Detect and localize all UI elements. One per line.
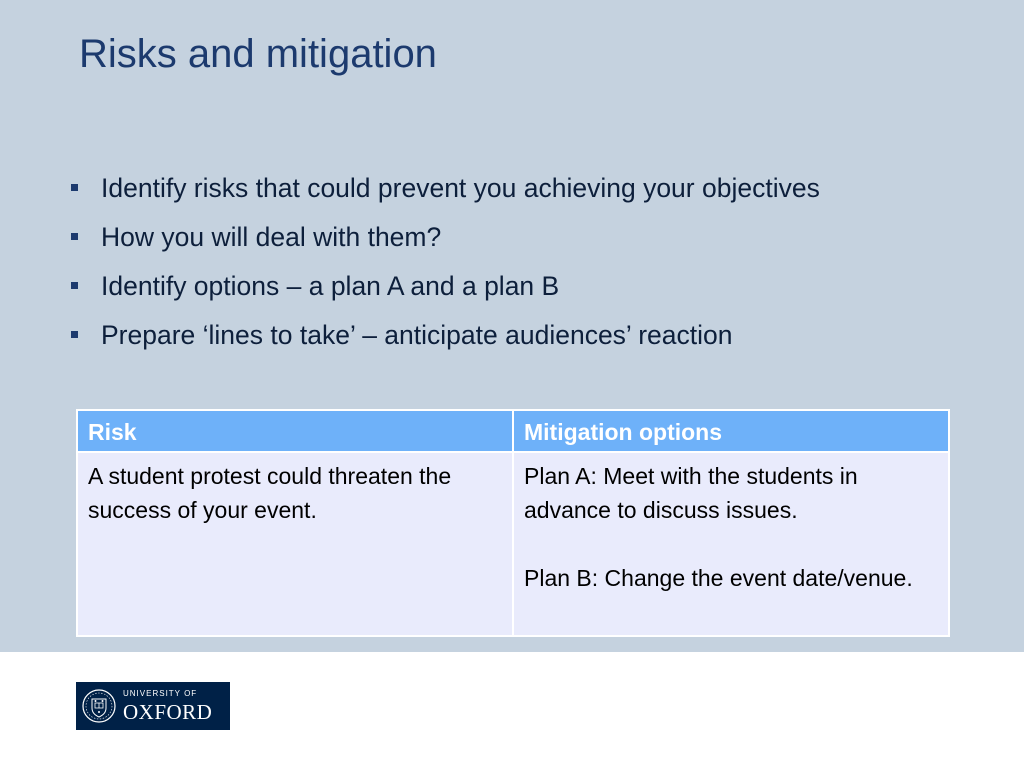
column-header-risk: Risk <box>77 410 513 452</box>
bullet-item <box>70 266 950 307</box>
bullet-item <box>70 315 950 356</box>
square-bullet-icon <box>71 233 78 240</box>
logo-university-of: UNIVERSITY OF <box>123 689 198 698</box>
mitigation-plan-b: Plan B: Change the event date/venue. <box>524 565 913 591</box>
crest-icon <box>76 682 122 730</box>
mitigation-cell <box>513 452 949 636</box>
bullet-text: Prepare ‘lines to take’ – anticipate audiences’ reaction <box>101 320 733 350</box>
bullet-text: Identify options – a plan A and a plan B <box>101 271 560 301</box>
risk-mitigation-table <box>76 409 950 637</box>
square-bullet-icon <box>71 282 78 289</box>
risk-text: A student protest could threaten the success of your event. <box>88 463 452 523</box>
square-bullet-icon <box>71 331 78 338</box>
table-row <box>77 452 949 636</box>
bullet-item <box>70 168 950 209</box>
slide-title: Risks and mitigation <box>79 32 437 76</box>
mitigation-plan-a: Plan A: Meet with the students in advance to discuss issues. <box>524 463 858 523</box>
column-header-mitigation: Mitigation options <box>513 410 949 452</box>
university-logo <box>76 682 230 730</box>
bullet-text: Identify risks that could prevent you achieving your objectives <box>101 173 820 203</box>
risk-cell <box>77 452 513 636</box>
bullet-list <box>70 168 950 364</box>
bullet-item <box>70 217 950 258</box>
logo-oxford: OXFORD <box>123 700 213 724</box>
paragraph-spacer <box>524 527 938 561</box>
square-bullet-icon <box>71 184 78 191</box>
bullet-text: How you will deal with them? <box>101 222 442 252</box>
table-header-row <box>77 410 949 452</box>
